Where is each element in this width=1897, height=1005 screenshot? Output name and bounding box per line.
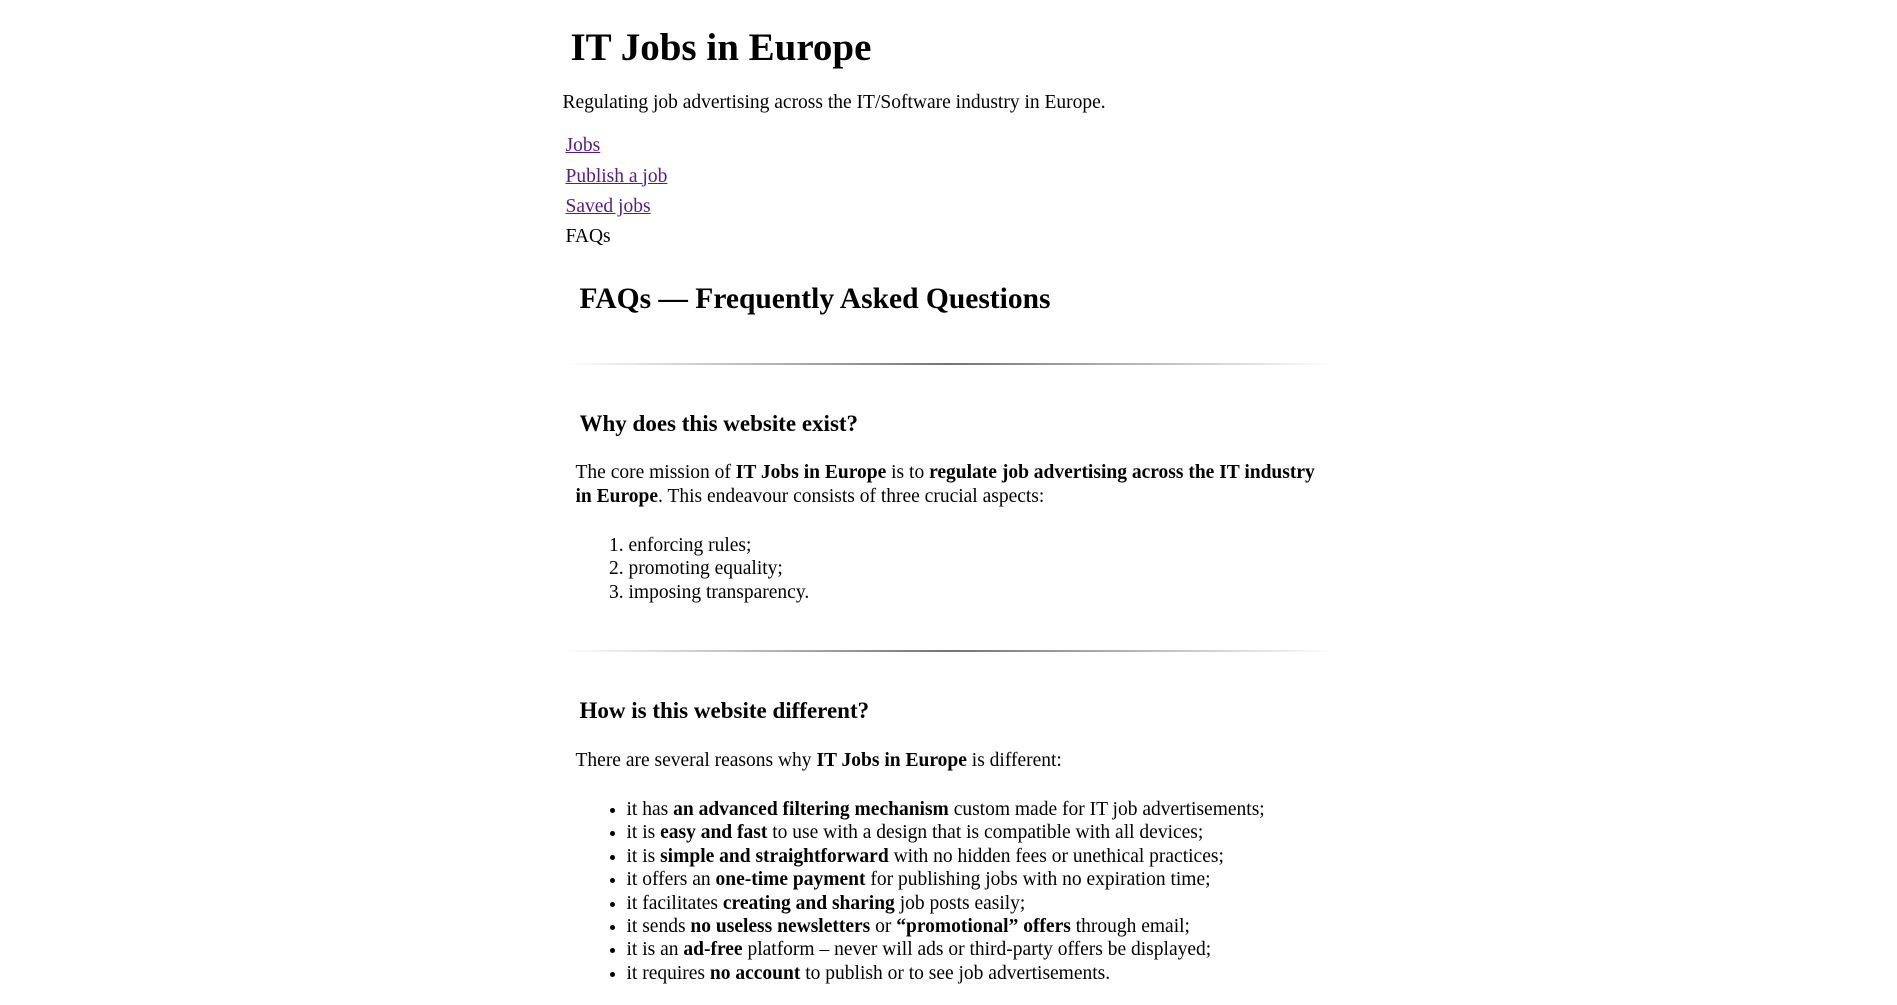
list-item: • it requires no account to publish or to see job advertisements. (627, 962, 1335, 985)
main-nav (563, 134, 1335, 249)
list-item: • it sends no useless newsletters or “promotional” offers through email; (627, 915, 1335, 938)
nav-link-publish-a-job[interactable]: Publish a job (565, 165, 668, 187)
faqs-heading: FAQs — Frequently Asked Questions (579, 282, 1051, 315)
nav-list (563, 134, 1335, 249)
list-item: 2. promoting equality; (629, 557, 1335, 580)
nav-item-jobs (566, 134, 1335, 157)
question-heading: How is this website different? (579, 698, 870, 724)
list-item: • it is an ad-free platform – never will ads or third-party offers be displayed; (627, 938, 1335, 961)
list-item: • it has an advanced filtering mechanism custom made for IT job advertisements; (627, 798, 1335, 821)
list-item: 3. imposing transparency. (629, 581, 1335, 604)
nav-link-saved-jobs[interactable]: Saved jobs (565, 196, 651, 218)
aspects-list (563, 534, 1335, 604)
faq-section-how-different (563, 698, 1335, 985)
list-item: 1. enforcing rules; (629, 534, 1335, 557)
nav-item-publish-a-job (566, 165, 1335, 188)
nav-item-faqs-current (566, 225, 1335, 248)
question-intro: There are several reasons why IT Jobs in Europe is different: (575, 749, 1062, 771)
list-item: • it is simple and straightforward with no hidden fees or unethical practices; (627, 845, 1335, 868)
section-divider (563, 363, 1335, 365)
tagline: Regulating job advertising across the IT/Software industry in Europe. (562, 91, 1106, 113)
question-intro: The core mission of IT Jobs in Europe is to regulate job advertising across the IT industry in Europe. This endeavour consists of three crucial aspects: (575, 462, 1315, 507)
list-item: • it is easy and fast to use with a design that is compatible with all devices; (627, 821, 1335, 844)
page (563, 26, 1335, 985)
nav-item-saved-jobs (566, 195, 1335, 218)
question-heading: Why does this website exist? (579, 410, 859, 436)
nav-link-jobs[interactable]: Jobs (565, 135, 601, 157)
nav-current-faqs: FAQs (565, 226, 611, 248)
list-item: • it offers an one-time payment for publishing jobs with no expiration time; (627, 868, 1335, 891)
section-divider (563, 650, 1335, 652)
faq-section-why-exist (563, 411, 1335, 604)
list-item: • it facilitates creating and sharing job posts easily; (627, 892, 1335, 915)
page-title: IT Jobs in Europe (570, 26, 872, 69)
features-list (563, 798, 1335, 985)
